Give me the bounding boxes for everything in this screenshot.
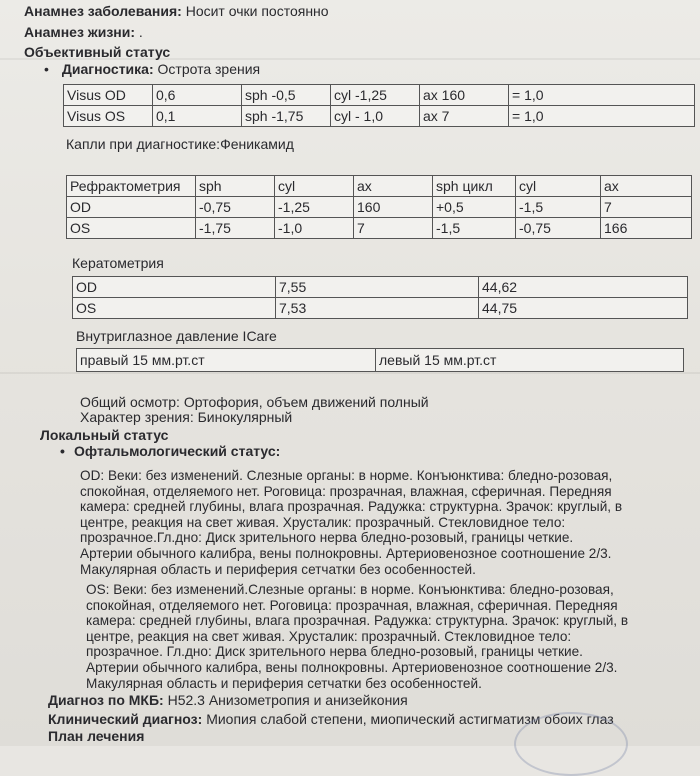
table-cell: OS <box>73 298 276 319</box>
diagnostics-line <box>44 61 260 77</box>
table-cell: 166 <box>601 218 692 239</box>
paragraph-line: Макулярная область и периферия сетчатки без особенностей. <box>80 561 476 577</box>
table-row <box>67 218 692 239</box>
paragraph-line: OD: Веки: без изменений. Слезные органы: в норме. Конъюнктива: бледно-розовая, <box>80 468 613 483</box>
paragraph-line: прозрачное. Гл.дно: Диск зрительного нерва бледно-розовый, границы четкие. <box>86 644 583 660</box>
table-row <box>67 197 692 218</box>
table-cell: -1,5 <box>516 197 601 218</box>
paper-fold <box>0 372 700 374</box>
table-cell: правый 15 мм.рт.ст <box>77 349 376 372</box>
table-header-cell: sph цикл <box>433 176 516 197</box>
table-header-cell: Рефрактометрия <box>67 176 196 197</box>
table-cell: 7 <box>601 197 692 218</box>
clinical-diagnosis-label: Клинический диагноз: <box>48 711 203 727</box>
table-cell: cyl - 1,0 <box>331 106 420 127</box>
ophthalmo-status-label: Офтальмологический статус: <box>74 443 281 459</box>
table-cell: ax 160 <box>420 85 509 106</box>
table-cell: = 1,0 <box>509 85 695 106</box>
table-cell: 0,1 <box>153 106 242 127</box>
mkb-diagnosis-label: Диагноз по МКБ: <box>48 692 164 708</box>
table-cell: cyl -1,25 <box>331 85 420 106</box>
table-cell: +0,5 <box>433 197 516 218</box>
table-header-cell: cyl <box>275 176 354 197</box>
os-exam-paragraph <box>86 582 628 691</box>
table-cell: sph -1,75 <box>242 106 331 127</box>
vision-character: Характер зрения: Бинокулярный <box>80 409 293 425</box>
table-cell: -1,75 <box>196 218 275 239</box>
table-cell: -1,25 <box>275 197 354 218</box>
table-header-cell: ax <box>354 176 433 197</box>
paragraph-line: центре, реакция на свет живая. Хрусталик: прозрачный. Стекловидное тело: <box>80 514 566 530</box>
paragraph-line: спокойная, отделяемого нет. Роговица: прозрачная, влажная, сферичная. Передняя <box>86 597 618 613</box>
table-cell: Visus OS <box>64 106 153 127</box>
table-cell: OD <box>67 197 196 218</box>
keratometry-heading: Кератометрия <box>72 255 164 271</box>
table-cell: 0,6 <box>153 85 242 106</box>
mkb-diagnosis <box>48 692 408 708</box>
ophthalmo-status-heading <box>60 443 280 459</box>
general-exam: Общий осмотр: Ортофория, объем движений полный <box>80 394 429 410</box>
disease-anamnesis-label: Анамнез заболевания: <box>24 3 182 19</box>
od-exam-paragraph <box>80 468 622 577</box>
mkb-diagnosis-value: H52.3 Анизометропия и анизейкония <box>167 692 408 708</box>
table-header-cell: ax <box>601 176 692 197</box>
table-cell: OD <box>73 277 276 298</box>
table-cell: 44,75 <box>479 298 688 319</box>
table-cell: 7,53 <box>276 298 479 319</box>
paragraph-line: OS: Веки: без изменений.Слезные органы: в норме. Конъюнктива: бледно-розовая, <box>86 582 614 597</box>
disease-anamnesis <box>24 3 329 19</box>
diagnostics-value: Острота зрения <box>157 61 261 77</box>
iop-heading: Внутриглазное давление ICare <box>76 328 277 344</box>
diagnostics-label: Диагностика: <box>61 61 154 77</box>
treatment-plan-heading: План лечения <box>48 728 145 744</box>
clinical-diagnosis-value: Миопия слабой степени, миопический астигматизм обоих глаз <box>206 711 614 727</box>
table-row <box>73 298 688 319</box>
table-cell: левый 15 мм.рт.ст <box>376 349 684 372</box>
table-cell: sph -0,5 <box>242 85 331 106</box>
table-cell: Visus OD <box>64 85 153 106</box>
paragraph-line: камера: средней глубины, влага прозрачная. Радужка: структурна. Зрачок: круглый, в <box>80 499 623 515</box>
paragraph-line: Артерии обычного калибра, вены полнокровны. Артериовенозное соотношение 2/3. <box>86 659 618 675</box>
life-anamnesis-label: Анамнез жизни: <box>24 24 136 40</box>
local-status-heading: Локальный статус <box>40 427 169 443</box>
table-cell: -1,0 <box>275 218 354 239</box>
paragraph-line: Макулярная область и периферия сетчатки без особенностей. <box>86 675 482 691</box>
table-row <box>77 349 684 372</box>
stamp-mark <box>514 712 628 776</box>
paragraph-line: камера: средней глубины, влага прозрачная. Радужка: структурна. Зрачок: круглый, в <box>86 613 629 629</box>
refractometry-table <box>66 175 692 239</box>
visus-table <box>63 84 695 127</box>
table-cell: 7,55 <box>276 277 479 298</box>
table-cell: = 1,0 <box>509 106 695 127</box>
life-anamnesis <box>24 24 143 40</box>
diagnostic-drops: Капли при диагностике:Феникамид <box>66 136 294 152</box>
iop-table <box>76 348 684 372</box>
table-row <box>73 277 688 298</box>
table-cell: 44,62 <box>479 277 688 298</box>
table-row <box>64 106 695 127</box>
paragraph-line: Артерии обычного калибра, вены полнокровны. Артериовенозное соотношение 2/3. <box>80 545 612 561</box>
paragraph-line: прозрачное.Гл.дно: Диск зрительного нерва бледно-розовый, границы четкие. <box>80 530 574 546</box>
table-cell: -0,75 <box>516 218 601 239</box>
table-cell: -0,75 <box>196 197 275 218</box>
table-header-cell: cyl <box>516 176 601 197</box>
table-cell: OS <box>67 218 196 239</box>
paragraph-line: центре, реакция на свет живая. Хрусталик: прозрачный. Стекловидное тело: <box>86 628 572 644</box>
table-cell: 160 <box>354 197 433 218</box>
bullet-icon: • <box>60 443 65 459</box>
bullet-icon: • <box>44 61 49 77</box>
life-anamnesis-value: . <box>138 24 143 40</box>
table-cell: ax 7 <box>420 106 509 127</box>
table-row <box>64 85 695 106</box>
table-header-cell: sph <box>196 176 275 197</box>
disease-anamnesis-value: Носит очки постоянно <box>185 3 329 19</box>
paragraph-line: спокойная, отделяемого нет. Роговица: прозрачная, влажная, сферичная. Передняя <box>80 483 612 499</box>
objective-status-heading: Объективный статус <box>24 44 171 60</box>
table-row <box>67 176 692 197</box>
table-cell: 7 <box>354 218 433 239</box>
table-cell: -1,5 <box>433 218 516 239</box>
keratometry-table <box>72 276 688 319</box>
